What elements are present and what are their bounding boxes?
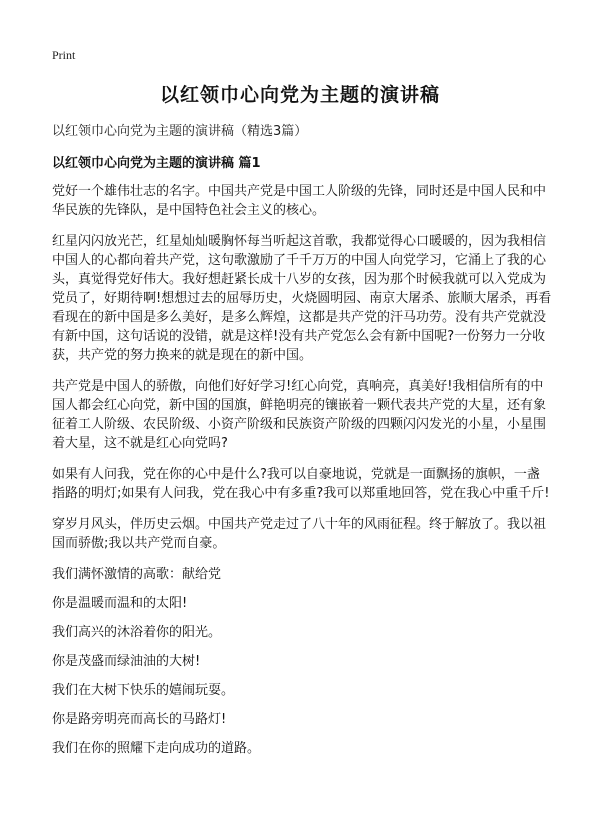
poem-line: 你是温暖而温和的太阳! bbox=[52, 596, 188, 611]
page-title: 以红领巾心向党为主题的演讲稿 bbox=[159, 84, 440, 106]
poem-line: 你是路旁明亮而高长的马路灯! bbox=[52, 712, 227, 727]
poem-line: 我们满怀激情的高歌：献给党 bbox=[52, 567, 222, 582]
poem-line: 我们在你的照耀下走向成功的道路。 bbox=[52, 741, 261, 756]
poem-line: 我们高兴的沐浴着你的阳光。 bbox=[52, 625, 222, 640]
print-link[interactable]: Print bbox=[52, 48, 76, 62]
paragraph: 如果有人问我，党在你的心中是什么?我可以自豪地说，党就是一面飘扬的旗帜，一盏指路的明灯;如果有人问我，党在我心中有多重?我可以郑重地回答，党在我心中重千斤! bbox=[52, 467, 550, 501]
page-subtitle: 以红领巾心向党为主题的演讲稿（精选3篇） bbox=[52, 124, 308, 139]
paragraph: 穿岁月风头，伴历史云烟。中国共产党走过了八十年的风雨征程。终于解放了。我以祖国而骄傲;我以共产党而自豪。 bbox=[52, 517, 547, 551]
paragraph: 红星闪闪放光芒，红星灿灿暖胸怀每当听起这首歌，我都觉得心口暖暖的，因为我相信中国人的心都向着共产党，这句歌激励了千千万万的中国人向党学习，它涌上了我的心头，真觉得党好伟大。我好想赶紧长成十八岁的女孩，因为那个时候我就可以入党成为党员了，好期待啊!想想过去的屈辱历史，火烧圆明园、南京大屠杀、旅顺大屠杀，再看看现在的新中国是多么美好，是多么辉煌，这都是共产党的汗马功劳。没有共产党就没有新中国，这句话说的没错，就是这样!没有共产党怎么会有新中国呢?一份努力一分收获，共产党的努力换来的就是现在的新中国。 bbox=[52, 234, 552, 363]
paragraph: 党好一个雄伟壮志的名字。中国共产党是中国工人阶级的先锋，同时还是中国人民和中华民族的先锋队，是中国特色社会主义的核心。 bbox=[52, 184, 547, 218]
article-body bbox=[52, 182, 552, 768]
poem-line: 你是茂盛而绿油油的大树! bbox=[52, 654, 201, 669]
section-heading: 以红领巾心向党为主题的演讲稿 篇1 bbox=[52, 156, 261, 171]
poem-line: 我们在大树下快乐的嬉闹玩耍。 bbox=[52, 683, 235, 698]
paragraph: 共产党是中国人的骄傲，向他们好好学习!红心向党，真响亮，真美好!我相信所有的中国人都会红心向党，新中国的国旗，鲜艳明亮的镶嵌着一颗代表共产党的大星，还有象征着工人阶级、农民阶级、小资产阶级和民族资产阶级的四颗闪闪发光的小星，小星围着大星，这不就是红心向党吗? bbox=[52, 379, 547, 451]
